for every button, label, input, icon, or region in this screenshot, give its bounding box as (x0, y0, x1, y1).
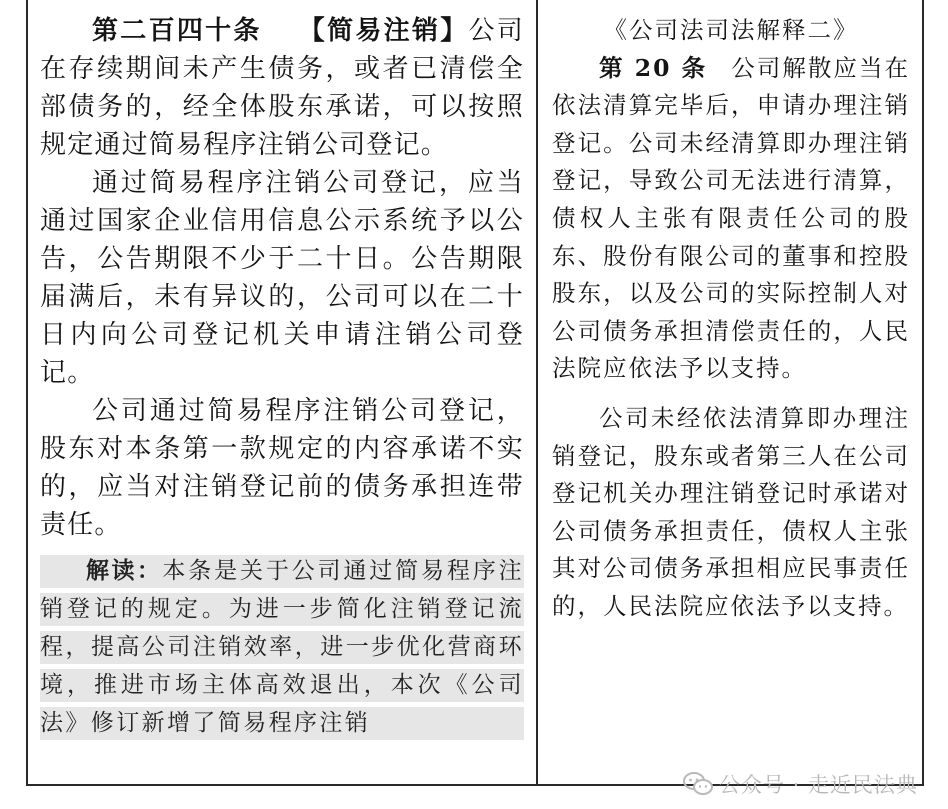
article-20-paragraph-1 (552, 50, 910, 388)
wechat-icon (683, 771, 713, 797)
watermark-text: 公众号 · 走近民法典 (718, 773, 918, 797)
column-divider (536, 0, 538, 786)
source-title: 《公司法司法解释二》 (603, 16, 859, 44)
article-text: 公司在存续期间未产生债务，或者已清偿全部债务的，经全体股东承诺，可以按照规定通过简易程序注销公司登记。 (40, 16, 525, 160)
article-heading: 第二百四十条 (92, 16, 262, 46)
article-20-heading: 第 20 条 (599, 53, 708, 82)
article-title: 【简易注销】 (297, 16, 469, 46)
interpretation-block (40, 552, 524, 742)
watermark (683, 769, 918, 799)
left-column (40, 12, 524, 742)
article-240-paragraph-3: 公司通过简易程序注销公司登记，股东对本条第一款规定的内容承诺不实的，应当对注销登记前的债务承担连带责任。 (40, 396, 524, 540)
interpretation-label: 解读： (86, 557, 163, 584)
interpretation-body: 本条是关于公司通过简易程序注销登记的规定。为进一步简化注销登记流程，提高公司注销效率，进一步优化营商环境，推进市场主体高效退出，本次《公司法》修订新增了简易程序注销 (40, 558, 524, 736)
right-column (552, 12, 910, 626)
article-240-paragraph-1 (40, 12, 524, 164)
article-240-paragraph-2: 通过简易程序注销公司登记，应当通过国家企业信用信息公示系统予以公告，公告期限不少于二十日。公告期限届满后，未有异议的，公司可以在二十日内向公司登记机关申请注销公司登记。 (40, 168, 524, 388)
article-20-paragraph-2: 公司未经依法清算即办理注销登记，股东或者第三人在公司登记机关办理注销登记时承诺对公司债务承担责任，债权人主张其对公司债务承担相应民事责任的，人民法院应依法予以支持。 (552, 403, 910, 620)
article-20-text: 公司解散应当在依法清算完毕后，申请办理注销登记。公司未经清算即办理注销登记，导致公司无法进行清算，债权人主张有限责任公司的股东、股份有限公司的董事和控股股东，以及公司的实际控制人对公司债务承担清偿责任的，人民法院应依法予以支持。 (552, 53, 910, 383)
interpretation-text (40, 552, 524, 742)
